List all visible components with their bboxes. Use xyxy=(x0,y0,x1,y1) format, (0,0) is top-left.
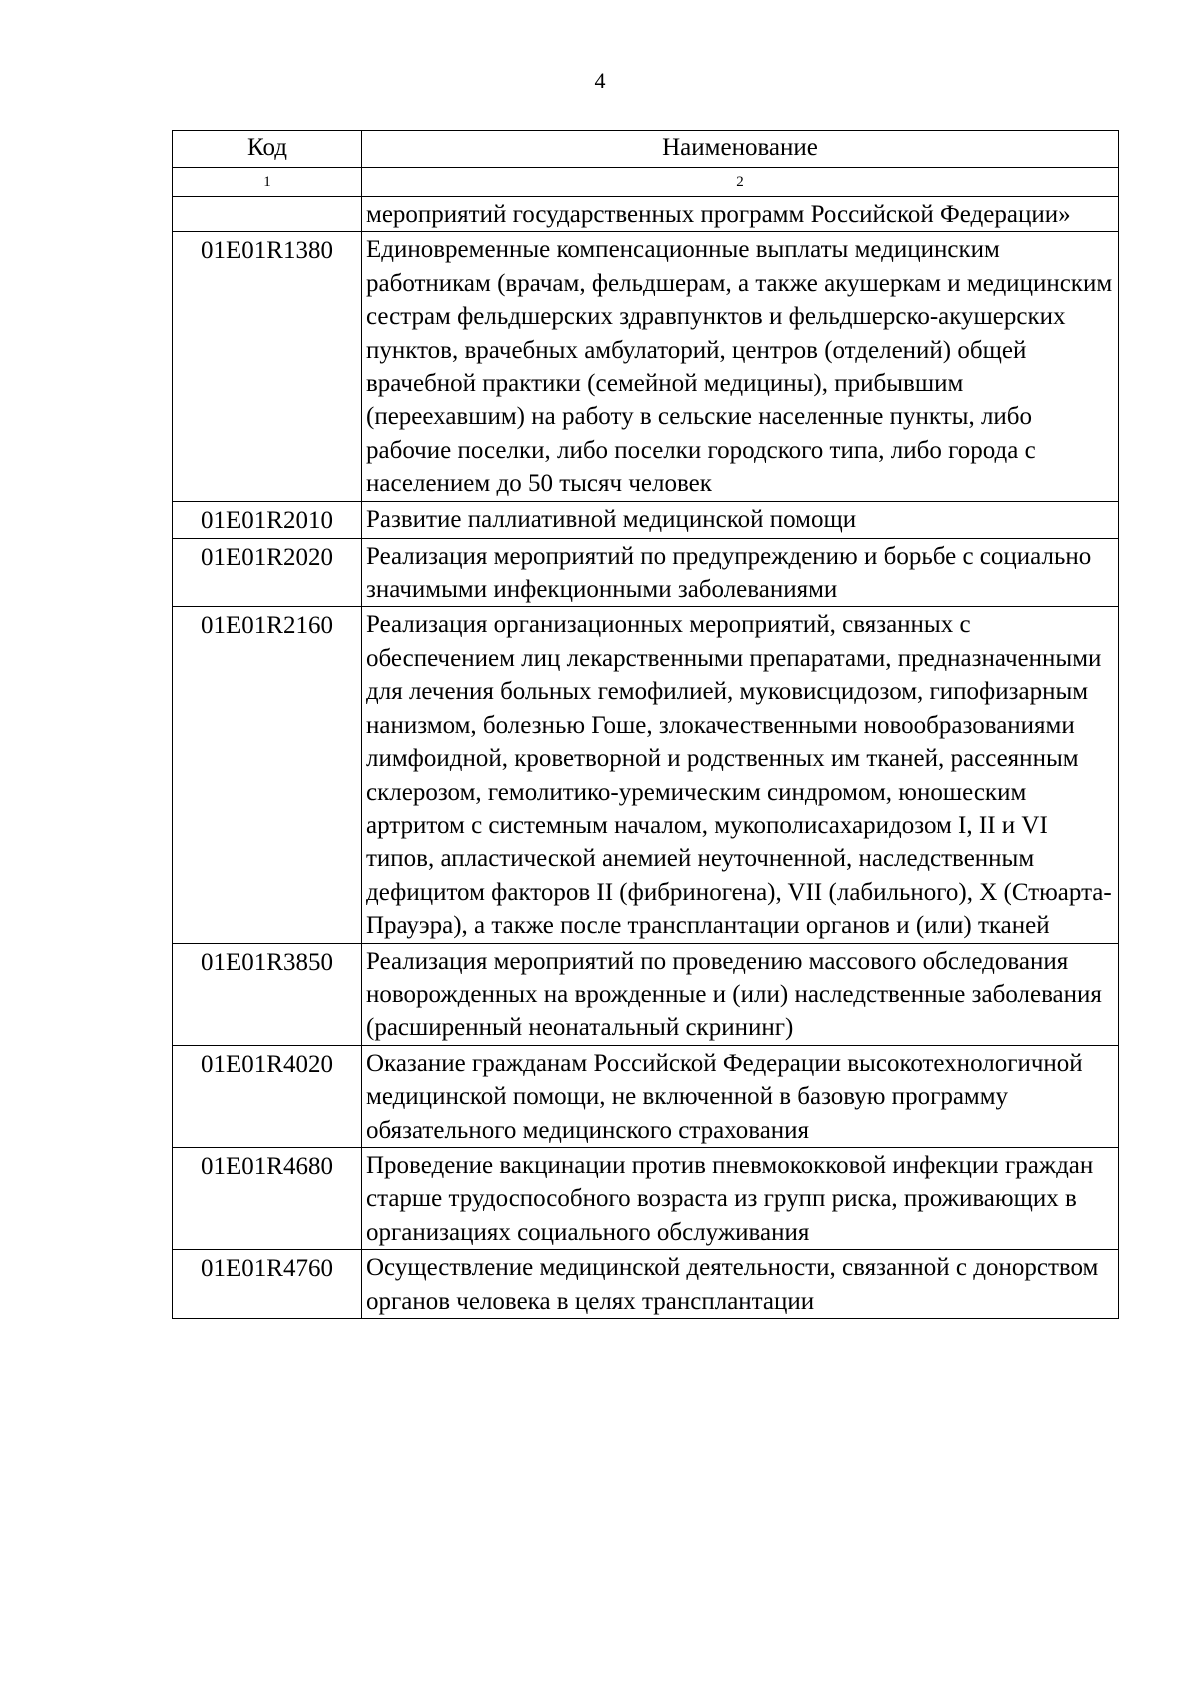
row-code: 01Е01R2160 xyxy=(173,607,362,943)
table-row xyxy=(173,607,1119,943)
row-code: 01Е01R4020 xyxy=(173,1045,362,1147)
column-number-name: 2 xyxy=(362,168,1119,197)
row-name: Реализация организационных мероприятий, связанных с обеспечением лиц лекарственными препаратами, предназначенными для лечения больных гемофилией, муковисцидозом, гипофизарным нанизмом, болезнью Гоше, злокачественными новообразованиями лимфоидной, кроветворной и родственных им тканей, рассеянным склерозом, гемолитико-уремическим синдромом, юношеским артритом с системным началом, мукополисахаридозом I, II и VI типов, апластической анемией неуточненной, наследственным дефицитом факторов II (фибриногена), VII (лабильного), X (Стюарта-Прауэра), а также после трансплантации органов и (или) тканей xyxy=(362,607,1119,943)
row-name: Проведение вакцинации против пневмококковой инфекции граждан старше трудоспособного возраста из групп риска, проживающих в организациях социального обслуживания xyxy=(362,1147,1119,1249)
table-row xyxy=(173,1147,1119,1249)
row-name: Осуществление медицинской деятельности, связанной с донорством органов человека в целях трансплантации xyxy=(362,1250,1119,1319)
row-code xyxy=(173,197,362,232)
row-name: Реализация мероприятий по проведению массового обследования новорожденных на врожденные и (или) наследственные заболевания (расширенный неонатальный скрининг) xyxy=(362,943,1119,1045)
row-code: 01Е01R1380 xyxy=(173,232,362,501)
row-code: 01Е01R4760 xyxy=(173,1250,362,1319)
column-number-code: 1 xyxy=(173,168,362,197)
table-row xyxy=(173,1045,1119,1147)
page-number: 4 xyxy=(594,68,606,93)
table-row xyxy=(173,501,1119,538)
classification-table xyxy=(172,130,1119,1319)
column-number-row xyxy=(173,168,1119,197)
row-code: 01Е01R4680 xyxy=(173,1147,362,1249)
table-row xyxy=(173,1250,1119,1319)
row-code: 01Е01R2020 xyxy=(173,538,362,607)
header-code: Код xyxy=(173,131,362,168)
row-name: Развитие паллиативной медицинской помощи xyxy=(362,501,1119,538)
header-name: Наименование xyxy=(362,131,1119,168)
row-code: 01Е01R2010 xyxy=(173,501,362,538)
table-row xyxy=(173,538,1119,607)
table-row xyxy=(173,197,1119,232)
table-row xyxy=(173,943,1119,1045)
table-row xyxy=(173,232,1119,501)
row-name: Оказание гражданам Российской Федерации высокотехнологичной медицинской помощи, не включенной в базовую программу обязательного медицинского страхования xyxy=(362,1045,1119,1147)
row-code: 01Е01R3850 xyxy=(173,943,362,1045)
row-name: Единовременные компенсационные выплаты медицинским работникам (врачам, фельдшерам, а также акушеркам и медицинским сестрам фельдшерских здравпунктов и фельдшерско-акушерских пунктов, врачебных амбулаторий, центров (отделений) общей врачебной практики (семейной медицины), прибывшим (переехавшим) на работу в сельские населенные пункты, либо рабочие поселки, либо поселки городского типа, либо города с населением до 50 тысяч человек xyxy=(362,232,1119,501)
row-name: Реализация мероприятий по предупреждению и борьбе с социально значимыми инфекционными заболеваниями xyxy=(362,538,1119,607)
table-header-row xyxy=(173,131,1119,168)
row-name: мероприятий государственных программ Российской Федерации» xyxy=(362,197,1119,232)
